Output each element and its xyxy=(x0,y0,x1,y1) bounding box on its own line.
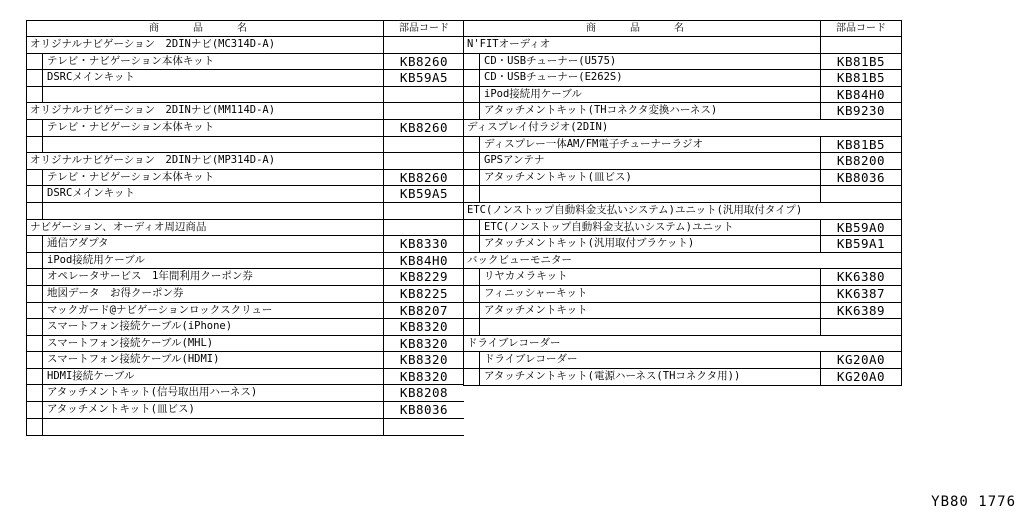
item-name xyxy=(42,203,383,219)
section-row xyxy=(464,336,901,353)
item-name: テレビ・ナビゲーション本体キット xyxy=(42,54,383,70)
table-row xyxy=(464,103,901,120)
part-code: 部品コード xyxy=(383,21,464,36)
section-title: ETC(ノンストップ自動料金支払いシステム)ユニット(汎用取付タイプ) xyxy=(467,203,803,216)
item-name: アタッチメントキット(汎用取付ブラケット) xyxy=(479,236,820,252)
table-row xyxy=(27,87,464,104)
section-title: ディスプレイ付ラジオ(2DIN) xyxy=(467,120,609,133)
table-row xyxy=(27,70,464,87)
table-row xyxy=(464,369,901,386)
table-row xyxy=(27,269,464,286)
item-name: アタッチメントキット(信号取出用ハーネス) xyxy=(42,385,383,401)
part-code: KB8260 xyxy=(383,170,464,186)
column-header-name: 商 品 名 xyxy=(148,23,262,34)
item-name: フィニッシャーキット xyxy=(479,286,820,302)
part-code: KB59A1 xyxy=(820,236,901,252)
section-row xyxy=(464,203,901,220)
item-name xyxy=(479,319,820,335)
section-title: オリジナルナビゲーション 2DINナビ(MP314D-A) xyxy=(30,154,276,167)
part-code: KB84H0 xyxy=(383,253,464,269)
table-row xyxy=(27,137,464,154)
item-name: 通信アダプタ xyxy=(42,236,383,252)
part-code: KB59A0 xyxy=(820,220,901,236)
table-row xyxy=(464,236,901,253)
part-code xyxy=(820,37,901,53)
right-parts-table xyxy=(463,20,902,386)
part-code: KB81B5 xyxy=(820,70,901,86)
section-title: バックビューモニター xyxy=(467,253,572,266)
section-row xyxy=(27,37,464,54)
part-code xyxy=(820,186,901,202)
part-code: KB9230 xyxy=(820,103,901,119)
part-code xyxy=(383,137,464,153)
item-name: HDMI接続ケーブル xyxy=(42,369,383,385)
left-parts-table xyxy=(26,20,464,436)
table-row xyxy=(464,153,901,170)
part-code: KK6387 xyxy=(820,286,901,302)
part-code xyxy=(383,87,464,103)
figure-code: YB80 1776 xyxy=(931,494,1016,510)
section-row xyxy=(27,103,464,120)
part-code xyxy=(383,203,464,219)
table-row xyxy=(464,170,901,187)
item-name: リヤカメラキット xyxy=(479,269,820,285)
part-code: KB8320 xyxy=(383,336,464,352)
item-name xyxy=(42,137,383,153)
item-name: DSRCメインキット xyxy=(42,186,383,202)
table-row xyxy=(464,319,901,336)
table-row xyxy=(27,352,464,369)
item-name: アタッチメントキット xyxy=(479,303,820,319)
part-code: KB81B5 xyxy=(820,137,901,153)
item-name: ディスプレー一体AM/FM電子チューナーラジオ xyxy=(479,137,820,153)
item-name: マックガード@ナビゲーションロックスクリュー xyxy=(42,303,383,319)
item-name: 地図データ お得クーポン券 xyxy=(42,286,383,302)
table-row xyxy=(27,303,464,320)
table-row xyxy=(464,137,901,154)
section-title: N'FITオーディオ xyxy=(467,38,551,50)
part-code: KB8208 xyxy=(383,385,464,401)
part-code xyxy=(383,419,464,436)
table-row xyxy=(27,203,464,220)
item-name xyxy=(42,87,383,103)
item-name: アタッチメントキット(皿ビス) xyxy=(42,402,383,418)
part-code: KB8320 xyxy=(383,352,464,368)
table-row xyxy=(464,54,901,71)
item-name: ドライブレコーダー xyxy=(479,352,820,368)
table-row xyxy=(464,186,901,203)
table-row xyxy=(27,186,464,203)
item-name: CD・USBチューナー(E262S) xyxy=(479,70,820,86)
table-row xyxy=(464,220,901,237)
table-row xyxy=(464,303,901,320)
table-row xyxy=(27,120,464,137)
item-name: iPod接続用ケーブル xyxy=(42,253,383,269)
part-code: KB59A5 xyxy=(383,186,464,202)
table-row xyxy=(27,336,464,353)
item-name: スマートフォン接続ケーブル(iPhone) xyxy=(42,319,383,335)
item-name: GPSアンテナ xyxy=(479,153,820,169)
part-code xyxy=(383,37,464,53)
part-code: KB8320 xyxy=(383,369,464,385)
item-name: オペレータサービス 1年間利用クーポン券 xyxy=(42,269,383,285)
item-name: テレビ・ナビゲーション本体キット xyxy=(42,120,383,136)
table-row xyxy=(27,253,464,270)
part-code xyxy=(383,220,464,236)
section-title: オリジナルナビゲーション 2DINナビ(MM114D-A) xyxy=(30,104,276,117)
item-name: DSRCメインキット xyxy=(42,70,383,86)
part-code: KK6389 xyxy=(820,303,901,319)
table-row xyxy=(27,319,464,336)
part-code: KB8036 xyxy=(820,170,901,186)
item-name: テレビ・ナビゲーション本体キット xyxy=(42,170,383,186)
part-code: KB8036 xyxy=(383,402,464,418)
table-row xyxy=(464,352,901,369)
table-row xyxy=(464,70,901,87)
item-name: iPod接続用ケーブル xyxy=(479,87,820,103)
section-row xyxy=(27,220,464,237)
header-row xyxy=(27,21,464,37)
item-name: ETC(ノンストップ自動料金支払いシステム)ユニット xyxy=(479,220,820,236)
part-code: KG20A0 xyxy=(820,369,901,386)
item-name: アタッチメントキット(THコネクタ変換ハーネス) xyxy=(479,103,820,119)
section-row xyxy=(464,120,901,137)
part-code: KB81B5 xyxy=(820,54,901,70)
table-row xyxy=(27,385,464,402)
part-code: KK6380 xyxy=(820,269,901,285)
section-row xyxy=(27,153,464,170)
table-row xyxy=(27,236,464,253)
section-row xyxy=(464,253,901,270)
part-code: KB8260 xyxy=(383,54,464,70)
part-code: KB8320 xyxy=(383,319,464,335)
part-code: KB8200 xyxy=(820,153,901,169)
item-name xyxy=(479,186,820,202)
item-name xyxy=(42,419,383,436)
table-row xyxy=(464,87,901,104)
section-title: ナビゲーション、オーディオ周辺商品 xyxy=(30,220,207,233)
part-code: KB8330 xyxy=(383,236,464,252)
part-code xyxy=(820,319,901,335)
table-row xyxy=(27,286,464,303)
item-name: アタッチメントキット(皿ビス) xyxy=(479,170,820,186)
section-row xyxy=(464,37,901,54)
column-header-name: 商 品 名 xyxy=(585,23,699,34)
part-code: KG20A0 xyxy=(820,352,901,368)
header-row xyxy=(464,21,901,37)
part-code: 部品コード xyxy=(820,21,901,36)
item-name: CD・USBチューナー(U575) xyxy=(479,54,820,70)
part-code xyxy=(383,103,464,119)
part-code: KB8225 xyxy=(383,286,464,302)
table-row xyxy=(464,286,901,303)
part-code: KB8229 xyxy=(383,269,464,285)
table-row xyxy=(464,269,901,286)
part-code xyxy=(383,153,464,169)
item-name: スマートフォン接続ケーブル(HDMI) xyxy=(42,352,383,368)
part-code: KB8260 xyxy=(383,120,464,136)
table-row xyxy=(27,369,464,386)
item-name: アタッチメントキット(電源ハーネス(THコネクタ用)) xyxy=(479,369,820,386)
part-code: KB8207 xyxy=(383,303,464,319)
table-row xyxy=(27,170,464,187)
section-title: ドライブレコーダー xyxy=(467,336,561,349)
table-row xyxy=(27,419,464,436)
part-code: KB84H0 xyxy=(820,87,901,103)
section-title: オリジナルナビゲーション 2DINナビ(MC314D-A) xyxy=(30,38,276,50)
part-code: KB59A5 xyxy=(383,70,464,86)
table-row xyxy=(27,402,464,419)
item-name: スマートフォン接続ケーブル(MHL) xyxy=(42,336,383,352)
table-row xyxy=(27,54,464,71)
